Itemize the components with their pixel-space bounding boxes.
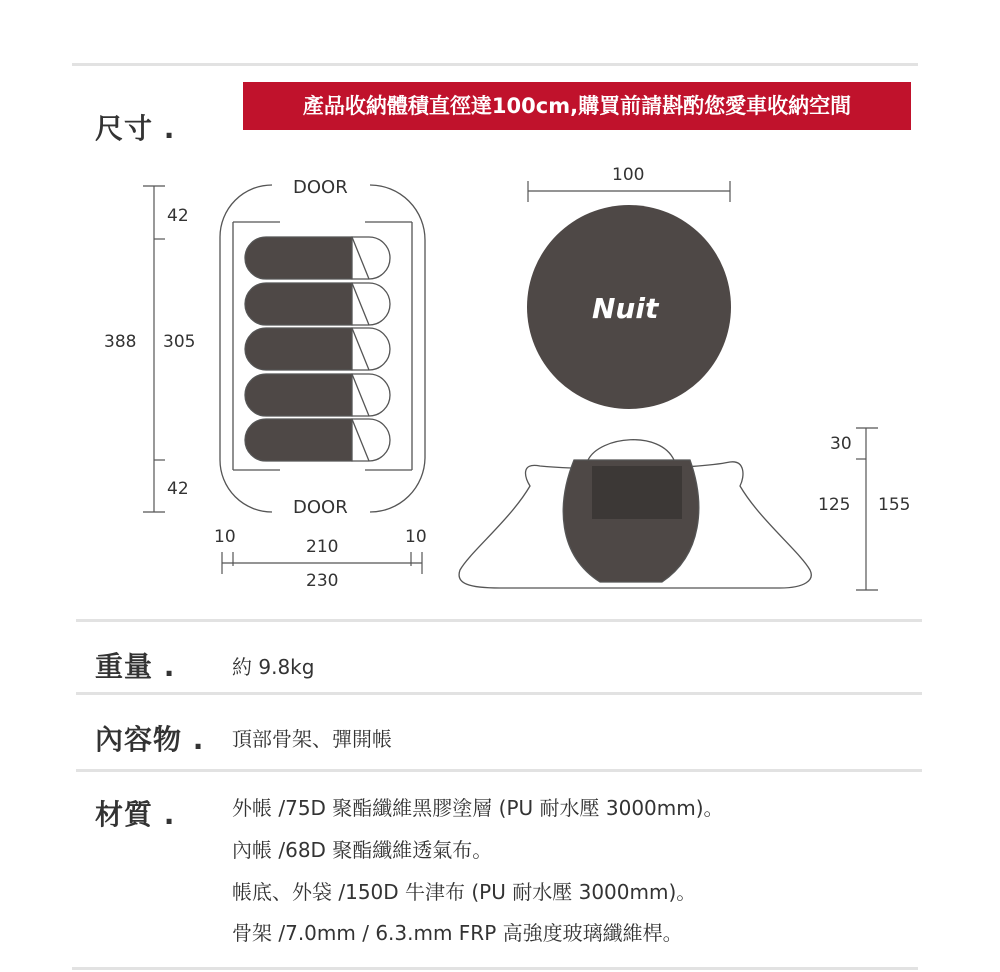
sleeping-bags — [245, 237, 390, 461]
divider — [76, 692, 922, 695]
sleeping-bag — [245, 374, 390, 416]
weight-title: 重量 . — [95, 650, 176, 683]
dim-left-margin: 10 — [214, 527, 236, 547]
divider — [76, 619, 922, 622]
material-line: 內帳 /68D 聚酯纖維透氣布。 — [232, 838, 493, 862]
door-top-label: DOOR — [293, 177, 348, 198]
sleeping-bag — [245, 283, 390, 325]
dim-side-body: 125 — [818, 495, 851, 515]
total-height-dimension — [143, 186, 165, 512]
contents-title: 內容物 . — [95, 723, 205, 756]
dim-total-width: 230 — [306, 571, 339, 591]
sleeping-bag — [245, 328, 390, 370]
dim-inner-height: 305 — [163, 332, 196, 352]
material-title: 材質 . — [95, 798, 176, 831]
sleeping-bag — [245, 419, 390, 461]
contents-value: 頂部骨架、彈開帳 — [232, 727, 392, 751]
dim-packed-diameter: 100 — [612, 165, 645, 185]
material-line: 外帳 /75D 聚酯纖維黑膠塗層 (PU 耐水壓 3000mm)。 — [232, 796, 724, 820]
weight-value: 約 9.8kg — [232, 655, 315, 679]
dim-right-margin: 10 — [405, 527, 427, 547]
dim-total-height: 388 — [104, 332, 137, 352]
dim-side-top: 30 — [830, 434, 852, 454]
material-line: 帳底、外袋 /150D 牛津布 (PU 耐水壓 3000mm)。 — [232, 880, 697, 904]
notice-banner: 產品收納體積直徑達100cm,購買前請斟酌您愛車收納空間 — [243, 82, 911, 130]
sleeping-bag — [245, 237, 390, 279]
dim-side-total: 155 — [878, 495, 911, 515]
dim-inner-width: 210 — [306, 537, 339, 557]
dim-bottom-offset: 42 — [167, 479, 189, 499]
door-bottom-label: DOOR — [293, 497, 348, 518]
side-view-tent — [459, 440, 811, 588]
divider — [76, 769, 922, 772]
side-height-dimension — [856, 428, 878, 590]
dim-top-offset: 42 — [167, 206, 189, 226]
brand-logo: Nuit — [592, 292, 659, 325]
size-title: 尺寸 . — [95, 112, 176, 145]
material-line: 骨架 /7.0mm / 6.3.mm FRP 高強度玻璃纖維桿。 — [232, 921, 683, 945]
bottom-divider — [72, 967, 918, 970]
